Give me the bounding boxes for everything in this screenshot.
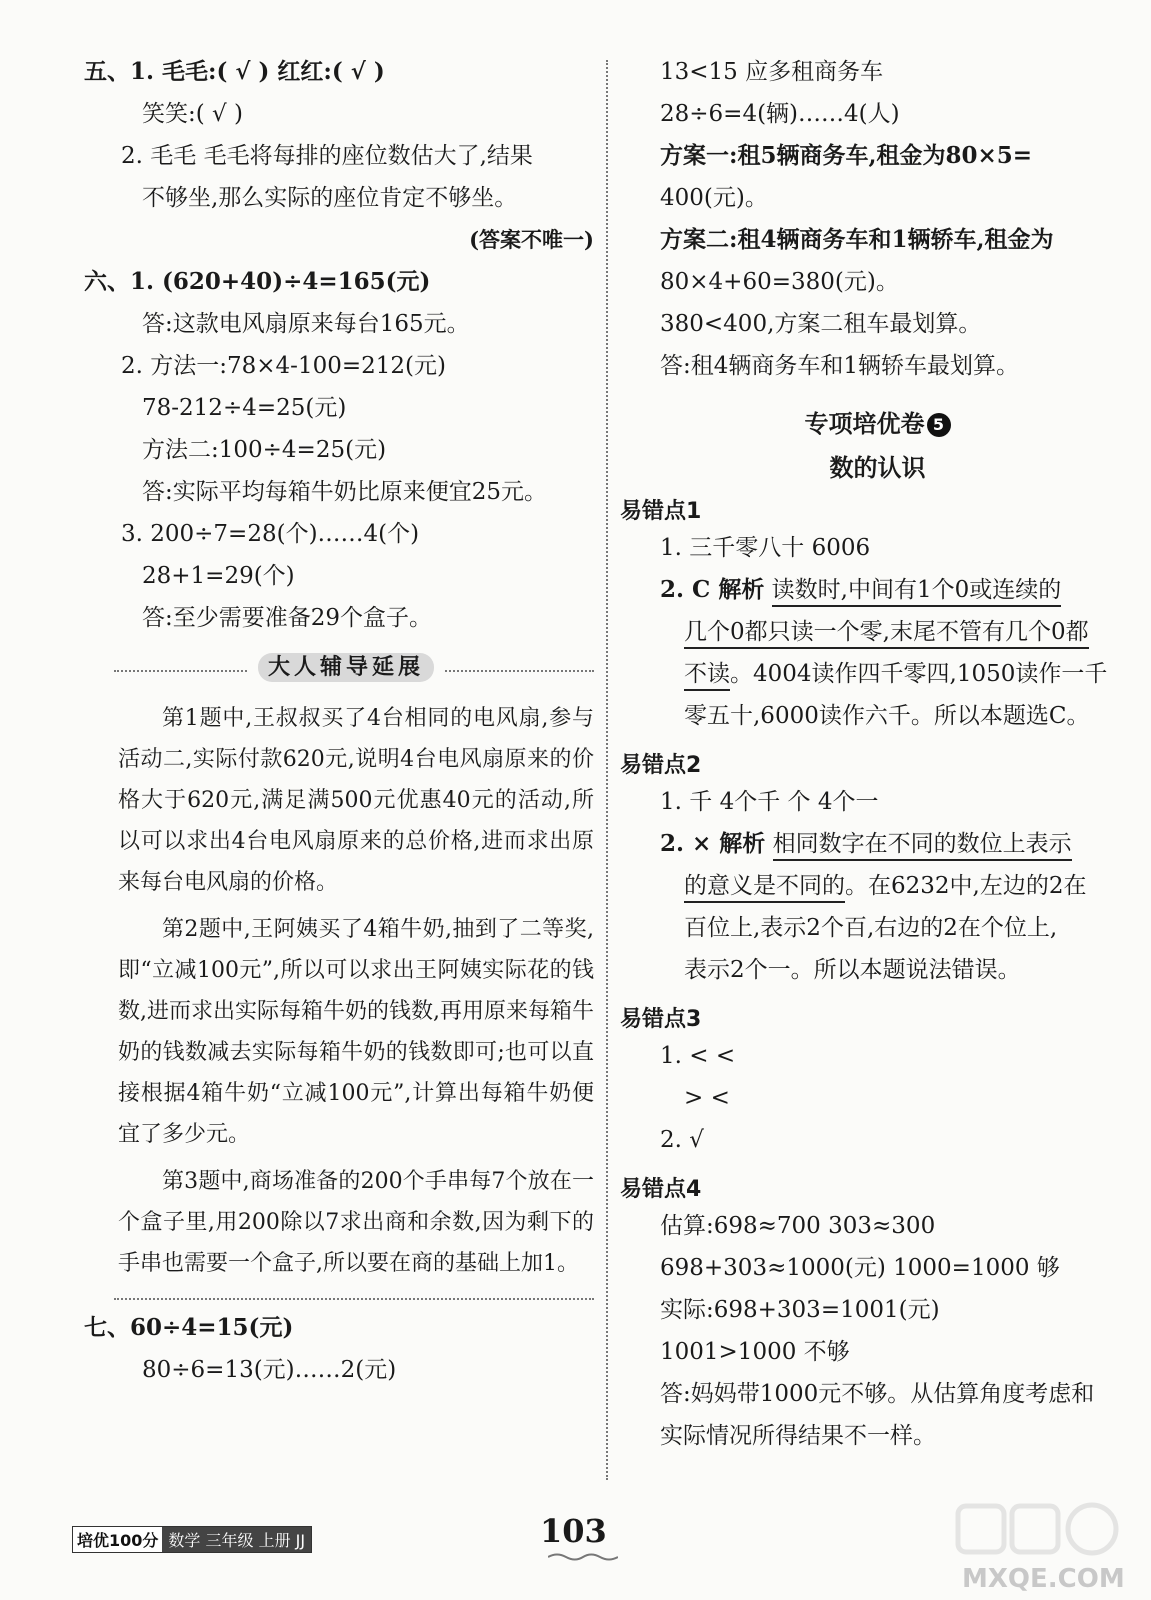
extension-title-text: 大人辅导延展 [258,653,434,682]
rent-line6: 80×4+60=380(元)。 [660,269,899,295]
extension-para-2: 第2题中,王阿姨买了4箱牛奶,抽到了二等奖,即“立减100元”,所以可以求出王阿姨实际花的钱数,进而求出实际每箱牛奶的钱数,再用原来每箱牛奶的钱数减去实际每箱牛奶的钱数即可;也可以直接根据4箱牛奶“立减100元”,计算出每箱牛奶便宜了多少元。 [118,917,594,1147]
ep2-line5: 表示2个一。所以本题说法错误。 [684,957,1021,983]
column-divider [606,60,608,1480]
book-label-title: 培优100分 [73,1527,162,1552]
page-number: 103 [540,1512,607,1550]
q6-line5: 方法二:100÷4=25(元) [142,437,387,463]
rent-line4: 400(元)。 [660,185,768,211]
ep1-line3 [620,618,1135,660]
ep1-underlined-3: 不读 [684,661,730,691]
q6-line6: 答:实际平均每箱牛奶比原来便宜25元。 [142,479,548,505]
q5-line2: 笑笑:( √ ) [142,101,243,127]
ep2-line2 [620,830,1135,872]
ep1-analysis-label: 2. C 解析 [660,576,765,603]
ep4-line6: 实际情况所得结果不一样。 [660,1423,936,1449]
ep2-line1: 1. 千 4个千 个 4个一 [660,789,879,815]
section-number-badge: 5 [927,413,951,437]
rent-line8: 答:租4辆商务车和1辆轿车最划算。 [660,353,1020,379]
watermark-text: MXQE.COM [962,1564,1125,1594]
ep2-analysis-label: 2. × 解析 [660,830,766,857]
q6-line8: 28+1=29(个) [142,563,295,589]
book-label [72,1526,312,1553]
error-point-3-heading: 易错点3 [620,1007,702,1032]
q7-line1: 七、60÷4=15(元) [84,1314,294,1341]
rent-line2: 28÷6=4(辆)……4(人) [660,101,900,127]
ep1-underlined-2: 几个0都只读一个零,末尾不管有几个0都 [684,619,1089,649]
page-number-wave-icon [548,1552,618,1562]
book-label-info: 数学 三年级 上册 JJ [162,1527,311,1552]
ep1-underlined-1: 读数时,中间有1个0或连续的 [772,577,1062,607]
q7-line2: 80÷6=13(元)……2(元) [142,1357,397,1383]
q5-note: (答案不唯一) [469,227,594,252]
extension-title [248,650,444,681]
rent-line7: 380<400,方案二租车最划算。 [660,311,982,337]
ep4-line4: 1001>1000 不够 [660,1339,850,1365]
ep3-line1: 1. < < [660,1043,736,1069]
q6-line7: 3. 200÷7=28(个)……4(个) [121,521,420,547]
ep2-underlined-1: 相同数字在不同的数位上表示 [773,831,1072,861]
rent-line1: 13<15 应多租商务车 [660,59,884,85]
q6-line1: 六、1. (620+40)÷4=165(元) [84,268,431,295]
ep3-line2: > < [684,1085,730,1111]
q5-line3: 2. 毛毛 毛毛将每排的座位数估大了,结果 [121,143,533,169]
error-point-4-heading: 易错点4 [620,1177,702,1202]
q6-line3: 2. 方法一:78×4-100=212(元) [121,353,446,379]
ep2-line3-rest: 。在6232中,左边的2在 [845,873,1087,899]
ep3-line3: 2. √ [660,1127,704,1153]
ep4-line1: 估算:698≈700 303≈300 [660,1213,936,1239]
extension-para-3: 第3题中,商场准备的200个手串每7个放在一个盒子里,用200除以7求出商和余数,因为剩下的手串也需要一个盒子,所以要在商的基础上加1。 [118,1169,594,1276]
rent-line3: 方案一:租5辆商务车,租金为80×5= [660,142,1033,169]
error-point-2-heading: 易错点2 [620,753,702,778]
right-column [620,58,1135,1464]
left-column [84,58,594,1398]
ep4-line2: 698+303≈1000(元) 1000=1000 够 [660,1255,1060,1281]
ep4-line3: 实际:698+303=1001(元) [660,1297,940,1323]
q6-line4: 78-212÷4=25(元) [142,395,347,421]
ep1-line5: 零五十,6000读作六千。所以本题选C。 [684,703,1090,729]
q6-line2: 答:这款电风扇原来每台165元。 [142,311,470,337]
ep1-line1: 1. 三千零八十 6006 [660,535,871,561]
q6-line9: 答:至少需要准备29个盒子。 [142,605,433,631]
error-point-1-heading: 易错点1 [620,499,702,524]
section-title-text: 专项培优卷 [804,410,925,438]
q5-line1: 五、1. 毛毛:( √ ) 红红:( √ ) [84,58,385,85]
extension-header [84,648,594,692]
ep2-line3 [620,872,1135,914]
ep1-line4-rest: 。4004读作四千零四,1050读作一千 [730,661,1108,687]
ep2-underlined-2: 的意义是不同的 [684,873,845,903]
ep1-line4 [620,660,1135,702]
extension-para-1: 第1题中,王叔叔买了4台相同的电风扇,参与活动二,实际付款620元,说明4台电风扇原来的价格大于620元,满足满500元优惠40元的活动,所以可以求出4台电风扇原来的总价格,进而求出原来每台电风扇的价格。 [118,706,594,895]
q5-line4: 不够坐,那么实际的座位肯定不够坐。 [142,185,518,211]
ep4-line5: 答:妈妈带1000元不够。从估算角度考虑和 [660,1381,1095,1407]
extension-end-dashline [114,1298,594,1300]
ep1-line2 [620,576,1135,618]
section-title [620,402,1135,446]
ep2-line4: 百位上,表示2个百,右边的2在个位上, [684,915,1058,941]
section-subtitle: 数的认识 [829,454,926,482]
rent-line5: 方案二:租4辆商务车和1辆轿车,租金为 [660,226,1054,253]
